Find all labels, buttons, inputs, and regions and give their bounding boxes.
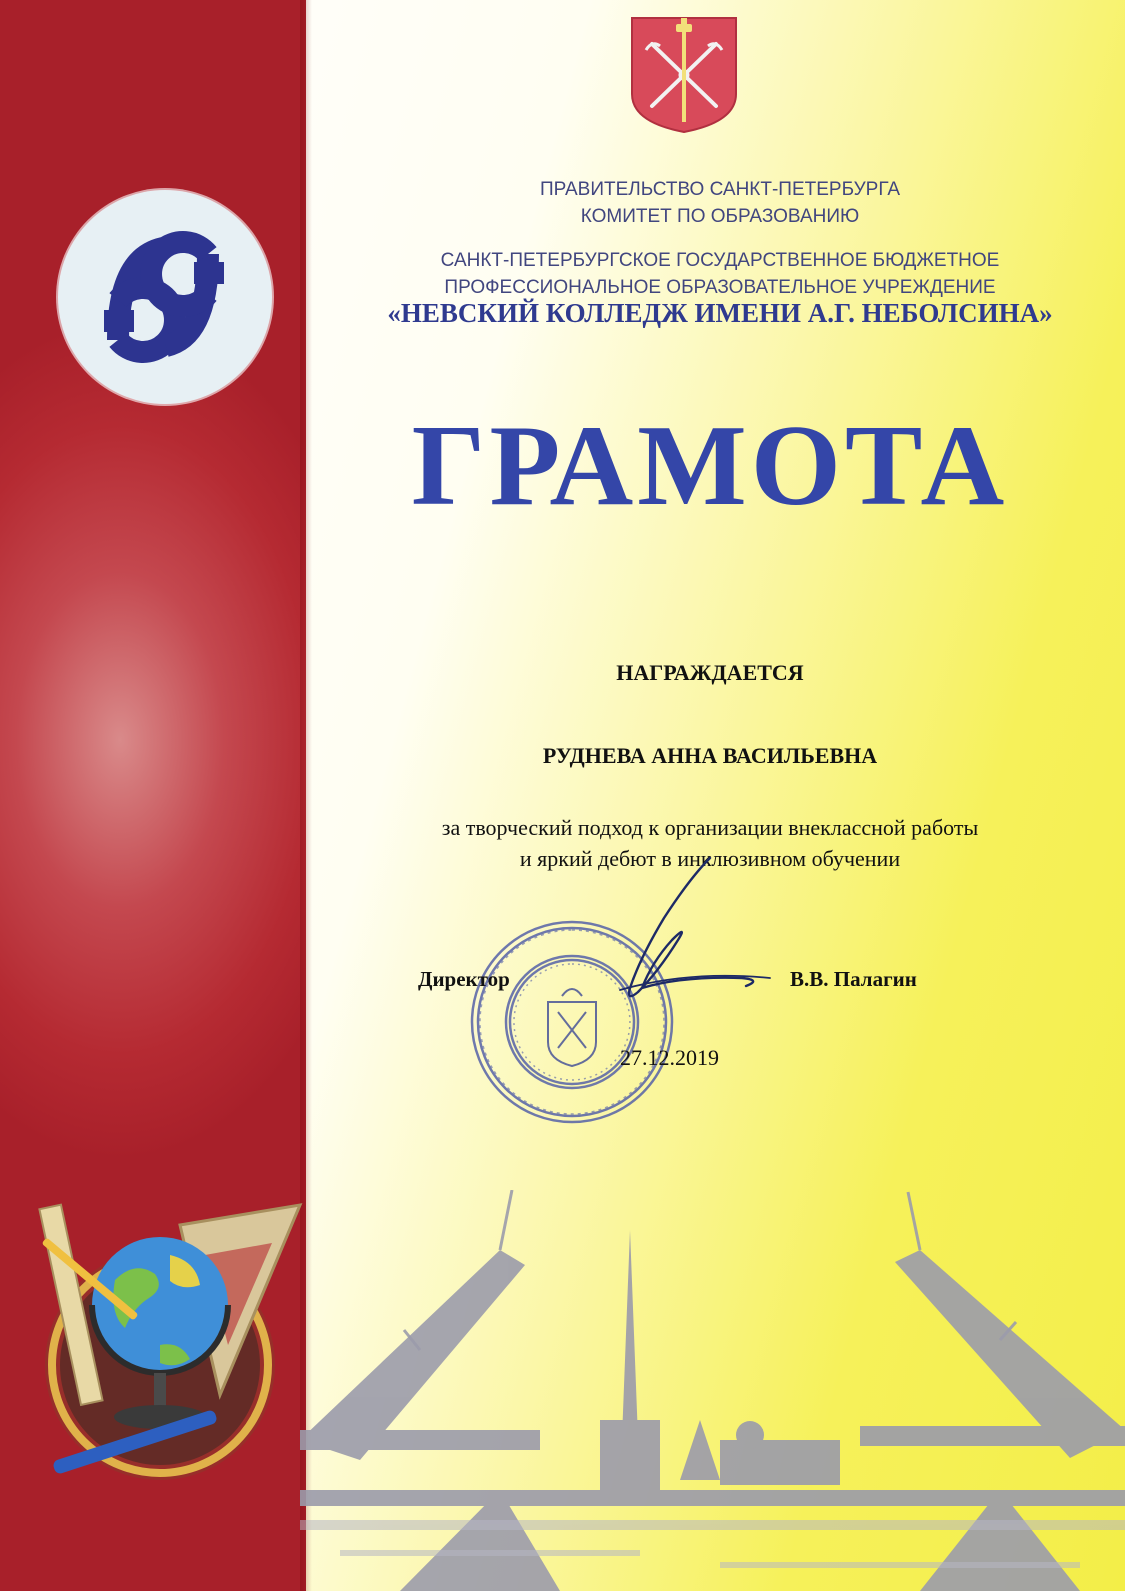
- institution-header: [320, 247, 1120, 301]
- government-name: ПРАВИТЕЛЬСТВО САНКТ-ПЕТЕРБУРГА: [539, 179, 901, 200]
- institution-line-1: САНКТ-ПЕТЕРБУРГСКОЕ ГОСУДАРСТВЕННОЕ БЮДЖЕТНОЕ: [440, 250, 1000, 271]
- reason-line-1: за творческий подход к организации внеклассной работы: [441, 815, 979, 840]
- reason-line-2: и яркий дебют в инклюзивном обучении: [519, 846, 901, 871]
- college-logo-icon: [58, 190, 272, 404]
- recipient-name: РУДНЕВА АННА ВАСИЛЬЕВНА: [542, 743, 878, 768]
- coat-of-arms-icon: [628, 14, 740, 136]
- institution-line-2: ПРОФЕССИОНАЛЬНОЕ ОБРАЗОВАТЕЛЬНОЕ УЧРЕЖДЕНИЕ: [444, 277, 996, 298]
- certificate-title: ГРАМОТА: [411, 402, 1009, 530]
- award-date: 27.12.2019: [620, 1045, 719, 1070]
- school-supplies-art: [10, 1185, 310, 1485]
- signatory-role: Директор: [418, 967, 510, 991]
- signatory-name: В.В. Палагин: [790, 967, 917, 991]
- drawbridge-skyline: [300, 1190, 1125, 1591]
- awarded-label: НАГРАЖДАЕТСЯ: [616, 660, 804, 685]
- handwritten-signature: [560, 850, 790, 1010]
- government-header: [320, 176, 1120, 230]
- committee-name: КОМИТЕТ ПО ОБРАЗОВАНИЮ: [580, 206, 860, 227]
- college-name: «НЕВСКИЙ КОЛЛЕДЖ ИМЕНИ А.Г. НЕБОЛСИНА»: [387, 298, 1053, 328]
